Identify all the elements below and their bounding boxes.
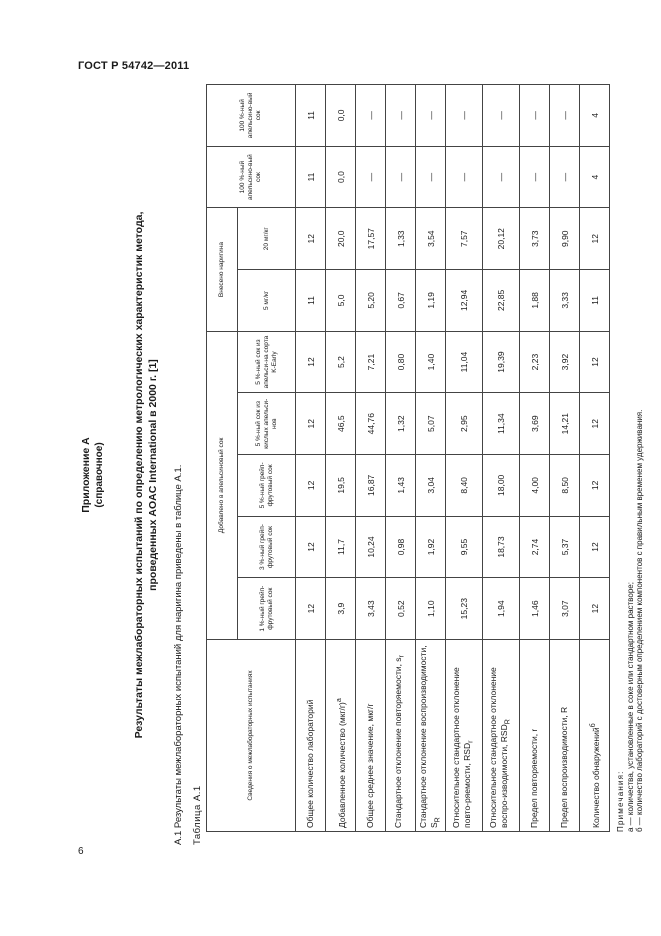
table-cell: — — [520, 85, 550, 147]
footnote-marker: а — [334, 698, 343, 703]
table-cell: 12 — [580, 208, 610, 270]
row-label — [520, 640, 550, 832]
stub-header: Сведения о межлабораторных испытаниях — [207, 640, 296, 832]
table-cell: — — [550, 85, 580, 147]
table-cell: 0,80 — [386, 331, 416, 393]
row-label-text: Общее среднее значение, мкг/г — [365, 703, 375, 828]
row-label — [580, 640, 610, 832]
table-cell: 5,2 — [326, 331, 356, 393]
main-title — [132, 125, 160, 825]
table-cell: 8,50 — [550, 455, 580, 517]
table-cell: 1,19 — [416, 270, 446, 332]
table-cell: 14,21 — [550, 393, 580, 455]
table-cell: 1,43 — [386, 455, 416, 517]
table-cell: — — [386, 85, 416, 147]
subscript: r — [397, 655, 406, 658]
table-row — [446, 85, 483, 832]
table-cell: 5,0 — [326, 270, 356, 332]
table-cell: 1,40 — [416, 331, 446, 393]
footnote-marker: б — [588, 723, 597, 728]
table-cell: 12 — [580, 455, 610, 517]
table-cell: — — [483, 85, 520, 147]
intro-paragraph: А.1 Результаты межлабораторных испытаний для наригина приведены в таблице А.1. — [173, 464, 184, 845]
column-header: 20 мг/кг — [238, 208, 296, 270]
row-label-text: Относительное стандартное отклонение воспро-изводимости, RSD — [488, 667, 510, 828]
table-row — [296, 85, 326, 832]
table-cell: 7,57 — [446, 208, 483, 270]
row-label-text: Предел повторяемости, r — [529, 728, 539, 828]
column-header: 100 %-ный апельсино-вый сок — [207, 85, 296, 147]
table-body — [296, 85, 610, 832]
table-cell: 1,46 — [520, 578, 550, 640]
row-label — [326, 640, 356, 832]
table-cell: 4 — [580, 85, 610, 147]
table-cell: 3,04 — [416, 455, 446, 517]
table-cell: 12 — [296, 393, 326, 455]
table-cell: 12 — [296, 578, 326, 640]
table-cell: 5,07 — [416, 393, 446, 455]
row-label-text: Предел воспроизводимости, R — [559, 706, 569, 828]
annex-subtitle: (справочное) — [94, 442, 105, 508]
table-cell: — — [550, 146, 580, 208]
table-cell: 1,92 — [416, 516, 446, 578]
table-cell: 0,98 — [386, 516, 416, 578]
table-row — [386, 85, 416, 832]
table-cell: — — [483, 146, 520, 208]
table-cell: — — [416, 85, 446, 147]
table-cell: 19,5 — [326, 455, 356, 517]
subscript: R — [433, 817, 442, 823]
table-cell: 12 — [580, 331, 610, 393]
row-label — [416, 640, 446, 832]
group-header-added: Добавлено в апельсиновый сок — [207, 331, 238, 639]
table-cell: 9,55 — [446, 516, 483, 578]
notes-heading: Примечания: — [616, 770, 625, 832]
table-cell: 3,43 — [356, 578, 386, 640]
table-cell: 12 — [580, 578, 610, 640]
main-title-line-1: Результаты межлабораторных испытаний по определению метрологических характеристик метода, — [133, 211, 145, 739]
table-cell: 5,37 — [550, 516, 580, 578]
table-cell: 12 — [296, 516, 326, 578]
table-cell: 18,73 — [483, 516, 520, 578]
table-cell: — — [446, 146, 483, 208]
table-cell: 2,23 — [520, 331, 550, 393]
table-cell: 11,04 — [446, 331, 483, 393]
table-cell: 12 — [296, 331, 326, 393]
table-cell: 11 — [580, 270, 610, 332]
table-row — [550, 85, 580, 832]
table-notes — [616, 85, 645, 832]
table-cell: 1,32 — [386, 393, 416, 455]
page-number: 6 — [78, 846, 84, 857]
table-cell: 11 — [296, 270, 326, 332]
table-cell: 3,9 — [326, 578, 356, 640]
row-label-text: Стандартное отклонение воспроизводимости, S — [417, 645, 439, 828]
column-header: 5 %-ный сок из кислых апельси-нов — [238, 393, 296, 455]
main-title-line-2: проведенных AOAC International в 2000 г. [1] — [147, 359, 159, 591]
rotated-content — [80, 85, 644, 865]
table-cell: — — [356, 85, 386, 147]
table-cell: 12 — [296, 208, 326, 270]
table-cell: 8,40 — [446, 455, 483, 517]
table-cell: 0,0 — [326, 85, 356, 147]
column-header: 100 %-ный апельсино-вый сок — [207, 146, 296, 208]
subscript: r — [466, 740, 475, 743]
table-row — [356, 85, 386, 832]
column-header: 5 мг/кг — [238, 270, 296, 332]
table-cell: 12 — [580, 393, 610, 455]
subscript: R — [503, 719, 512, 725]
table-cell: 44,76 — [356, 393, 386, 455]
table-row — [326, 85, 356, 832]
table-cell: 11,34 — [483, 393, 520, 455]
table-cell: — — [520, 146, 550, 208]
table-row — [483, 85, 520, 832]
row-label — [483, 640, 520, 832]
standard-code: ГОСТ Р 54742—2011 — [78, 60, 190, 72]
table-cell: 18,00 — [483, 455, 520, 517]
table-cell: 3,69 — [520, 393, 550, 455]
row-label-text: Добавленное количество (мкг/г) — [336, 702, 347, 828]
table-cell: 0,67 — [386, 270, 416, 332]
table-row — [520, 85, 550, 832]
column-header: 1 %-ный грейп-фрутовый сок — [238, 578, 296, 640]
row-label-text: Общее количество лабораторий — [305, 699, 315, 828]
table-cell: 11 — [296, 85, 326, 147]
table-cell: 46,5 — [326, 393, 356, 455]
table-cell: — — [446, 85, 483, 147]
annex-title: Приложение А — [80, 437, 92, 513]
table-cell: 2,74 — [520, 516, 550, 578]
table-cell: 0,0 — [326, 146, 356, 208]
column-header: 5 %-ный грейп-фрутовый сок — [238, 455, 296, 517]
table-cell: 3,92 — [550, 331, 580, 393]
row-label — [550, 640, 580, 832]
row-label — [386, 640, 416, 832]
table-caption: Таблица А.1 — [192, 785, 203, 845]
table-cell: 3,73 — [520, 208, 550, 270]
row-label-text: Относительное стандартное отклонение повто-ряемости, RSD — [451, 667, 473, 828]
table-cell: 1,94 — [483, 578, 520, 640]
table-cell: 1,88 — [520, 270, 550, 332]
table-cell: — — [416, 146, 446, 208]
table-cell: 4 — [580, 146, 610, 208]
row-label-text: Количество обнаружений — [590, 727, 601, 828]
table-cell: 3,33 — [550, 270, 580, 332]
table-cell: 11 — [296, 146, 326, 208]
table-cell: 12 — [296, 455, 326, 517]
table-cell: — — [386, 146, 416, 208]
table-cell: 3,54 — [416, 208, 446, 270]
table-cell: 15,23 — [446, 578, 483, 640]
table-cell: 20,12 — [483, 208, 520, 270]
table-cell: 10,24 — [356, 516, 386, 578]
table-cell: 22,85 — [483, 270, 520, 332]
results-table — [206, 84, 610, 832]
note-a: а — количества, установленные в соке или стандартном растворе; — [625, 582, 635, 832]
table-cell: 5,20 — [356, 270, 386, 332]
table-cell: 17,57 — [356, 208, 386, 270]
table-cell: 20,0 — [326, 208, 356, 270]
table-row — [416, 85, 446, 832]
table-cell: 12 — [580, 516, 610, 578]
group-header-natural: Внесено наригина — [207, 208, 238, 331]
table-cell: 2,95 — [446, 393, 483, 455]
table-cell: 16,87 — [356, 455, 386, 517]
table-cell: 0,52 — [386, 578, 416, 640]
column-header: 3 %-ный грейп-фрутовый сок — [238, 516, 296, 578]
table-cell: 1,10 — [416, 578, 446, 640]
table-cell: 19,39 — [483, 331, 520, 393]
row-label — [356, 640, 386, 832]
table-cell: 11,7 — [326, 516, 356, 578]
table-cell: 1,33 — [386, 208, 416, 270]
table-cell: 3,07 — [550, 578, 580, 640]
row-label — [296, 640, 326, 832]
table-cell: 12,94 — [446, 270, 483, 332]
row-label — [446, 640, 483, 832]
column-header: 5 %-ный сок из апельси-на сорта K-Early — [238, 331, 296, 393]
table-cell: — — [356, 146, 386, 208]
row-label-text: Стандартное отклонение повторяемости, s — [393, 657, 404, 828]
note-b: б — количество лабораторий с достоверным определением компонентов с правильным временем удерживания. — [635, 409, 644, 832]
table-cell: 7,21 — [356, 331, 386, 393]
table-cell: 4,00 — [520, 455, 550, 517]
table-row — [580, 85, 610, 832]
table-cell: 9,90 — [550, 208, 580, 270]
